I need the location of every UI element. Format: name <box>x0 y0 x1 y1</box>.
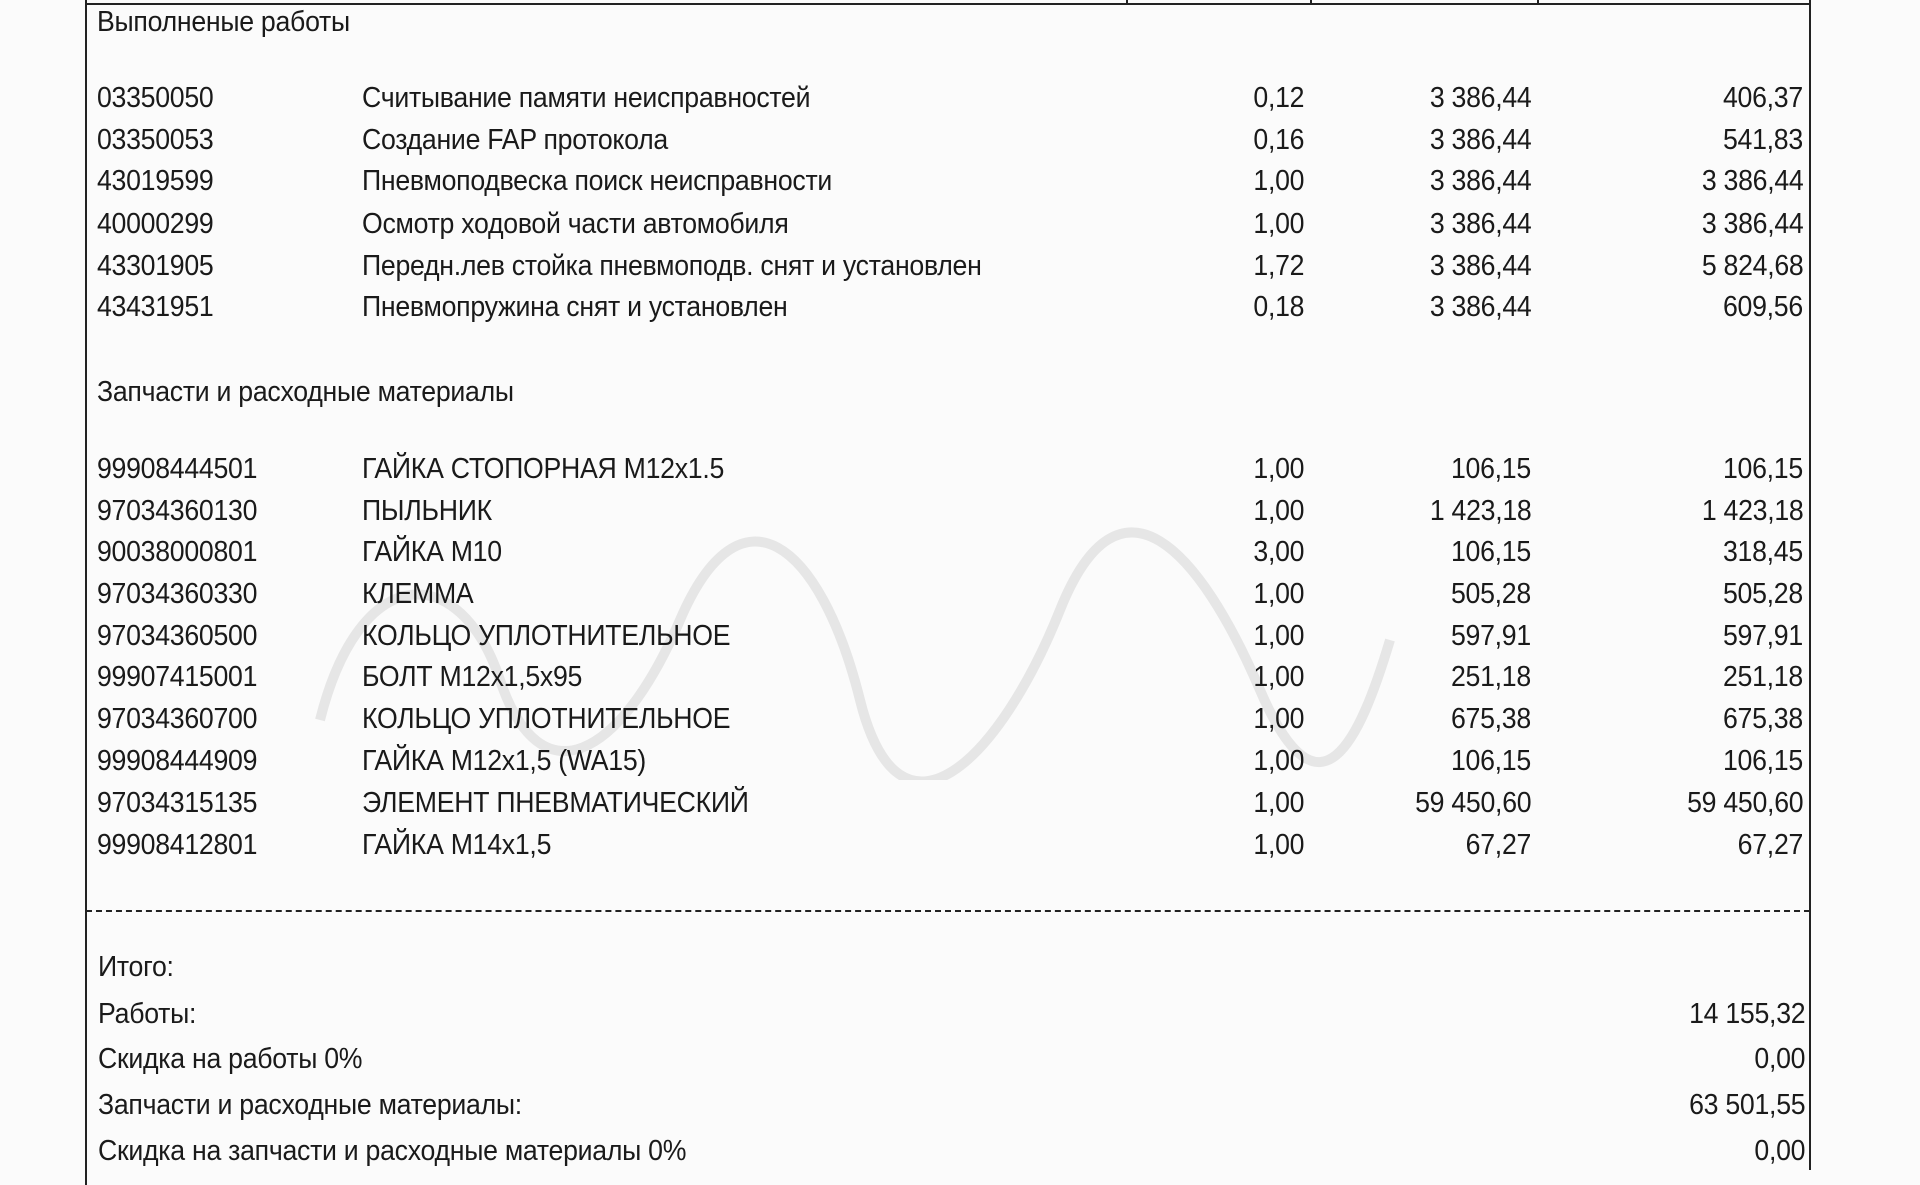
item-sum: 318,45 <box>1723 536 1803 568</box>
item-code: 99908444501 <box>97 453 258 485</box>
item-code: 99907415001 <box>97 661 258 693</box>
item-price: 3 386,44 <box>1429 291 1531 323</box>
item-qty: 1,00 <box>1253 578 1304 610</box>
item-description: ГАЙКА M12x1,5 (WA15) <box>362 745 647 777</box>
item-description: Пневмоподвеска поиск неисправности <box>362 165 833 197</box>
item-sum: 541,83 <box>1723 124 1803 156</box>
item-qty: 1,00 <box>1253 495 1304 527</box>
table-left-border <box>85 0 87 1185</box>
parts-section-title: Запчасти и расходные материалы <box>97 376 514 408</box>
totals-value: 14 155,32 <box>1688 998 1805 1030</box>
item-code: 97034360500 <box>97 620 258 652</box>
column-divider <box>1537 0 1539 5</box>
item-code: 97034360700 <box>97 703 258 735</box>
totals-label: Скидка на работы 0% <box>98 1043 363 1075</box>
item-price: 675,38 <box>1451 703 1531 735</box>
item-qty: 3,00 <box>1253 536 1304 568</box>
item-qty: 0,12 <box>1253 82 1304 114</box>
item-sum: 3 386,44 <box>1701 165 1803 197</box>
item-price: 3 386,44 <box>1429 208 1531 240</box>
item-code: 43301905 <box>97 250 214 282</box>
item-description: ГАЙКА СТОПОРНАЯ M12x1.5 <box>362 453 725 485</box>
item-sum: 5 824,68 <box>1701 250 1803 282</box>
item-sum: 59 450,60 <box>1686 787 1803 819</box>
item-description: ГАЙКА M14x1,5 <box>362 829 552 861</box>
item-description: КОЛЬЦО УПЛОТНИТЕЛЬНОЕ <box>362 703 731 735</box>
item-sum: 3 386,44 <box>1701 208 1803 240</box>
item-price: 106,15 <box>1451 536 1531 568</box>
item-description: Создание FAP протокола <box>362 124 668 156</box>
item-price: 251,18 <box>1451 661 1531 693</box>
item-price: 597,91 <box>1451 620 1531 652</box>
table-right-border <box>1809 0 1811 1170</box>
totals-title: Итого: <box>98 951 174 983</box>
item-sum: 106,15 <box>1723 745 1803 777</box>
item-description: Считывание памяти неисправностей <box>362 82 811 114</box>
item-description: БОЛТ M12x1,5x95 <box>362 661 583 693</box>
column-divider <box>1126 0 1128 5</box>
item-sum: 675,38 <box>1723 703 1803 735</box>
item-qty: 1,72 <box>1253 250 1304 282</box>
item-code: 99908444909 <box>97 745 258 777</box>
item-price: 505,28 <box>1451 578 1531 610</box>
item-sum: 609,56 <box>1723 291 1803 323</box>
item-qty: 1,00 <box>1253 620 1304 652</box>
totals-label: Скидка на запчасти и расходные материалы 0% <box>98 1135 687 1167</box>
column-divider <box>1310 0 1312 5</box>
item-description: Осмотр ходовой части автомобиля <box>362 208 789 240</box>
item-qty: 1,00 <box>1253 829 1304 861</box>
item-qty: 1,00 <box>1253 165 1304 197</box>
item-code: 97034315135 <box>97 787 258 819</box>
works-section-title: Выполненые работы <box>97 6 350 38</box>
item-sum: 406,37 <box>1723 82 1803 114</box>
item-price: 106,15 <box>1451 453 1531 485</box>
item-price: 106,15 <box>1451 745 1531 777</box>
item-sum: 251,18 <box>1723 661 1803 693</box>
item-qty: 0,16 <box>1253 124 1304 156</box>
item-price: 3 386,44 <box>1429 250 1531 282</box>
item-qty: 1,00 <box>1253 661 1304 693</box>
item-code: 97034360330 <box>97 578 258 610</box>
item-description: ЭЛЕМЕНТ ПНЕВМАТИЧЕСКИЙ <box>362 787 749 819</box>
item-price: 3 386,44 <box>1429 124 1531 156</box>
item-sum: 67,27 <box>1737 829 1803 861</box>
item-price: 67,27 <box>1465 829 1531 861</box>
item-description: Передн.лев стойка пневмоподв. снят и установлен <box>362 250 982 282</box>
dashed-separator <box>86 910 1810 912</box>
item-price: 1 423,18 <box>1429 495 1531 527</box>
totals-value: 0,00 <box>1754 1135 1805 1167</box>
item-description: КЛЕММА <box>362 578 474 610</box>
totals-label: Запчасти и расходные материалы: <box>98 1089 522 1121</box>
item-description: ПЫЛЬНИК <box>362 495 492 527</box>
totals-value: 63 501,55 <box>1688 1089 1805 1121</box>
item-description: ГАЙКА M10 <box>362 536 502 568</box>
item-code: 97034360130 <box>97 495 258 527</box>
item-code: 43019599 <box>97 165 214 197</box>
item-code: 40000299 <box>97 208 214 240</box>
item-price: 3 386,44 <box>1429 82 1531 114</box>
item-qty: 1,00 <box>1253 787 1304 819</box>
item-qty: 1,00 <box>1253 745 1304 777</box>
item-code: 99908412801 <box>97 829 258 861</box>
item-sum: 106,15 <box>1723 453 1803 485</box>
item-qty: 1,00 <box>1253 453 1304 485</box>
item-sum: 597,91 <box>1723 620 1803 652</box>
item-description: КОЛЬЦО УПЛОТНИТЕЛЬНОЕ <box>362 620 731 652</box>
item-qty: 0,18 <box>1253 291 1304 323</box>
totals-label: Работы: <box>98 998 197 1030</box>
item-price: 3 386,44 <box>1429 165 1531 197</box>
item-code: 03350050 <box>97 82 214 114</box>
totals-value: 0,00 <box>1754 1043 1805 1075</box>
item-qty: 1,00 <box>1253 208 1304 240</box>
item-description: Пневмопружина снят и установлен <box>362 291 788 323</box>
item-code: 43431951 <box>97 291 214 323</box>
item-price: 59 450,60 <box>1414 787 1531 819</box>
item-qty: 1,00 <box>1253 703 1304 735</box>
item-code: 03350053 <box>97 124 214 156</box>
item-code: 90038000801 <box>97 536 258 568</box>
item-sum: 1 423,18 <box>1701 495 1803 527</box>
item-sum: 505,28 <box>1723 578 1803 610</box>
